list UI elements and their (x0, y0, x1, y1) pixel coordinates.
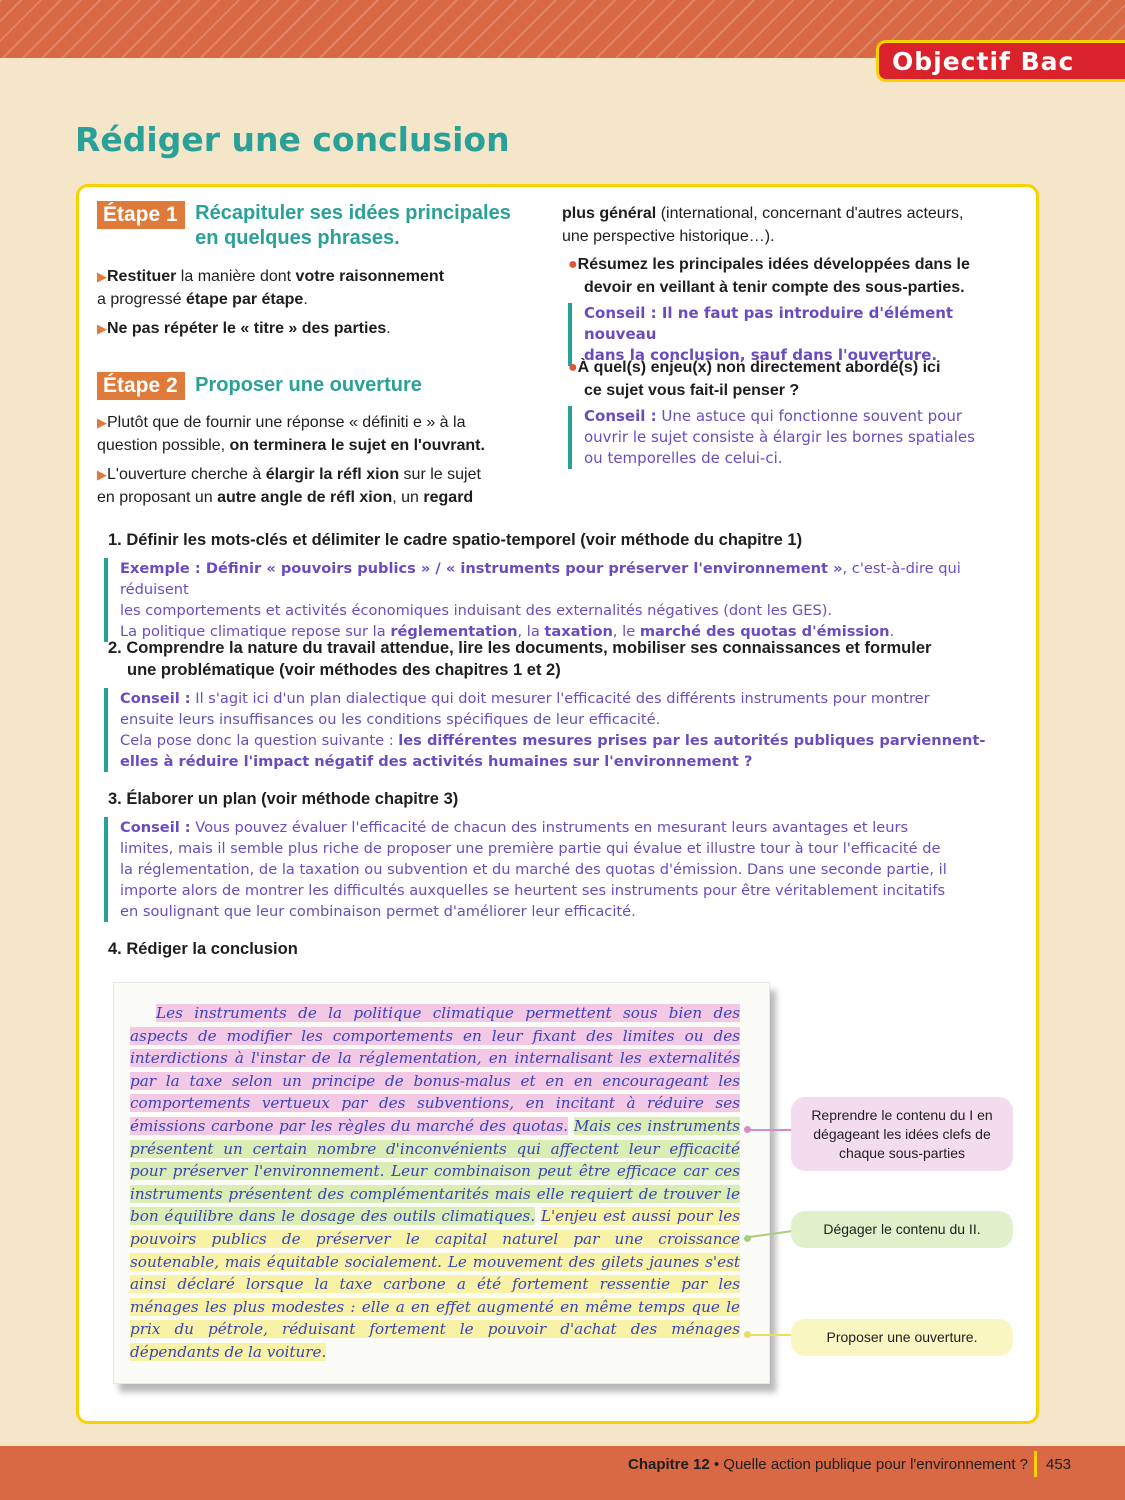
conclusion-part2: Mais ces instruments présentent un certain nombre d'inconvénients qui affectent leur efficacité pour préserver l'environnement. Leur combinaison peut être efficace car ces instruments présentent des complémentarités mais elle requiert de trouver le bon équilibre dans le dosage des outils climatiques. (130, 1116, 741, 1226)
etape2-tag: Étape 2 (97, 372, 185, 400)
etape1-title: Récapituler ses idées principales en quelques phrases. (195, 202, 511, 249)
etape1-tag: Étape 1 (97, 201, 185, 229)
note-reprendre: Reprendre le contenu du I en dégageant les idées clefs de chaque sous-parties (791, 1097, 1013, 1171)
footer-band (0, 1446, 1125, 1500)
arrow-icon: ▶ (97, 467, 107, 482)
section3-conseil: Conseil : Vous pouvez évaluer l'efficacité de chacun des instruments en mesurant leurs avantages et leurs limites, mais il semble plus riche de proposer une première partie qui évalue et illustre tour à tour l'efficacité de la réglementation, de la taxation ou subvention et du marché des quotas d'émission. Dans une seconde partie, il importe alors de montrer les difficultés auxquelles se heurtent ses instruments pour être véritablement incitatifs en soulignant que leur combinaison permet d'améliorer leur efficacité. (104, 817, 1024, 922)
conclusion-part1: Les instruments de la politique climatique permettent sous bien des aspects de modifier les comportements en leur fixant des limites ou des interdictions à l'instar de la réglementation, en internalisant les externalités par la taxe selon un principe de bonus-malus et en en encourageant les comportements vertueux par des subventions, en incitant à réduire ses émissions carbone par les règles du marché des quotas. (130, 1004, 740, 1135)
etape1-point1: ▶Restituer la manière dont votre raisonnement a progressé étape par étape. (97, 268, 445, 308)
bullet-resumez: ●Résumez les principales idées développées dans le devoir en veillant à tenir compte des sous-parties. (568, 256, 970, 296)
page-title: Rédiger une conclusion (75, 120, 510, 159)
connector-line-3 (750, 1334, 792, 1336)
bullet-dot-icon: ● (568, 256, 578, 273)
section2-conseil: Conseil : Il s'agit ici d'un plan dialectique qui doit mesurer l'efficacité des différents instruments pour montrer ensuite leurs insuffisances ou les conditions spécifiques de leur efficacité. Cela pose donc la question suivante : les différentes mesures prises par les autorités publiques parviennent- elles à réduire l'impact négatif des activités humaines sur l'environnement ? (104, 688, 1024, 772)
arrow-icon: ▶ (97, 415, 107, 430)
etape2-header (97, 372, 422, 400)
objectif-bac-badge: Objectif Bac (876, 40, 1125, 82)
connector-line-1 (750, 1129, 792, 1131)
arrow-icon: ▶ (97, 321, 107, 336)
section1-example: Exemple : Définir « pouvoirs publics » / « instruments pour préserver l'environnement », c'est-à-dire qui réduisent les comportements et activités économiques induisant des externalités négatives (dont les GES). La politique climatique repose sur la réglementation, la taxation, le marché des quotas d'émission. (104, 558, 1024, 642)
conseil-nouveau: Conseil : Il ne faut pas introduire d'élément nouveau dans la conclusion, sauf dans l'ouverture. (568, 303, 1018, 366)
conclusion-part3: L'enjeu est aussi pour les pouvoirs publics de préserver le capital naturel par une croissance soutenable, mais équitable socialement. Le mouvement des gilets jaunes s'est ainsi déclaré lorsque la taxe carbone a été fortement ressentie par les ménages les plus modestes : elle a en effet augmenté en même temps que le prix du pétrole, réduisant fortement le pouvoir d'achat des ménages dépendants de la voiture. (130, 1207, 741, 1361)
arrow-icon: ▶ (97, 269, 107, 284)
section3-title: 3. Élaborer un plan (voir méthode chapitre 3) (108, 790, 459, 808)
footer-chapter: Chapitre 12 • Quelle action publique pour l'environnement ? (628, 1456, 1029, 1473)
bullet-dot-icon: ● (568, 359, 578, 376)
conseil-astuce: Conseil : Une astuce qui fonctionne souvent pour ouvrir le sujet consiste à élargir les bornes spatiales ou temporelles de celui-ci. (568, 406, 1018, 469)
note-degager: Dégager le contenu du II. (791, 1211, 1013, 1248)
section4-title: 4. Rédiger la conclusion (108, 940, 298, 958)
etape2-continuation: plus général (international, concernant d'autres acteurs, une perspective historique…). (562, 205, 964, 245)
note-ouverture: Proposer une ouverture. (791, 1319, 1013, 1356)
footer-separator (1034, 1451, 1037, 1477)
section1-title: 1. Définir les mots-clés et délimiter le cadre spatio-temporel (voir méthode du chapitre 1) (108, 531, 803, 549)
page-number: 453 (1046, 1456, 1072, 1473)
etape2-point2: ▶L'ouverture cherche à élargir la réfl xion sur le sujet en proposant un autre angle de réfl xion, un regard (97, 466, 481, 506)
section2-title: 2. Comprendre la nature du travail attendue, lire les documents, mobiliser ses connaissances et formuler une problématique (voir méthodes des chapitres 1 et 2) (108, 639, 932, 679)
etape2-point1: ▶Plutôt que de fournir une réponse « définiti e » à la question possible, on terminera le sujet en l'ouvrant. (97, 414, 485, 454)
etape1-header (97, 201, 511, 251)
etape1-point2: ▶Ne pas répéter le « titre » des parties. (97, 320, 391, 337)
handwritten-conclusion (130, 1002, 740, 1364)
bullet-enjeux: ●À quel(s) enjeu(x) non directement abordé(s) ici ce sujet vous fait-il penser ? (568, 359, 941, 399)
etape2-title: Proposer une ouverture (195, 374, 422, 396)
